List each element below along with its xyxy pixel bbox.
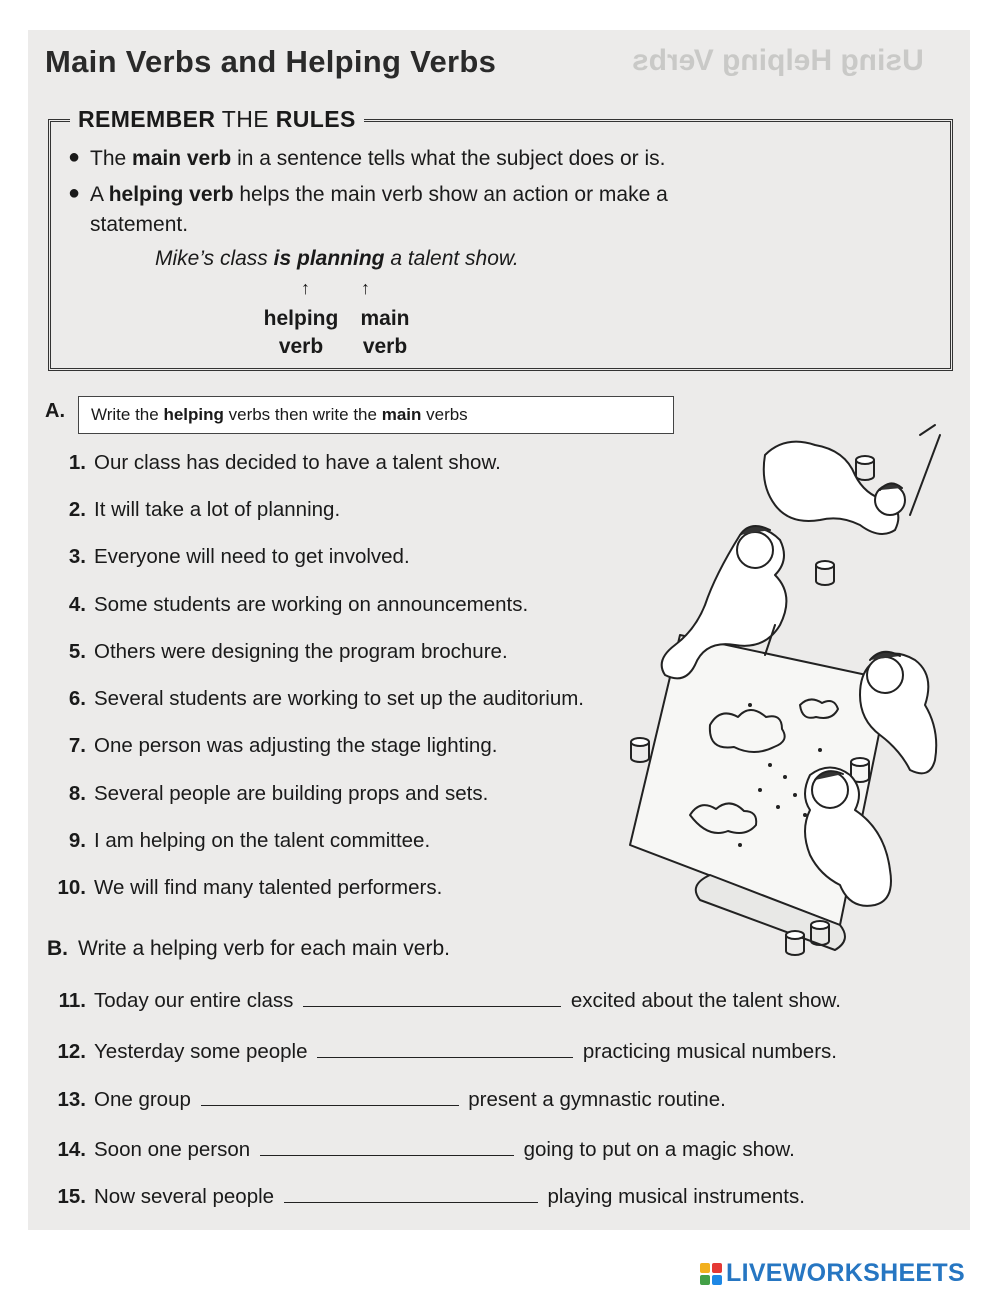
sentence-item-1: 1. Our class has decided to have a talent show. (68, 451, 501, 474)
bleed-through-heading: Using Helping Verbs (632, 44, 924, 77)
sentence-item-5: 5. Others were designing the program brochure. (68, 640, 508, 663)
label-helping-verb: helping verb (263, 307, 339, 358)
sentence-item-9: 9. I am helping on the talent committee. (68, 829, 431, 852)
fill-in-item-15: 15. Now several people playing musical instruments. (57, 1185, 805, 1208)
rule-helping-verb: A helping verb helps the main verb show an action or make a statement. (90, 183, 668, 236)
example-sentence: Mike’s class is planning a talent show. (155, 247, 519, 270)
arrow-up-icon: ↑ (301, 278, 310, 298)
page-title: Main Verbs and Helping Verbs (45, 44, 497, 79)
rule-main-verb: The main verb in a sentence tells what the subject does or is. (90, 147, 666, 170)
kids-painting-banner-illustration (590, 405, 950, 965)
kid-top (764, 442, 899, 534)
logo-icon (700, 1263, 722, 1285)
bullet-icon: ● (68, 182, 81, 204)
fill-in-item-11: 11. Today our entire class excited about the talent show. (58, 989, 841, 1012)
remember-rules-heading: REMEMBER THE RULES (70, 106, 364, 133)
section-a-instruction-box[interactable]: Write the helping verbs then write the main verbs (78, 396, 674, 434)
fill-in-item-13: 13. One group present a gymnastic routine. (57, 1088, 726, 1111)
section-a-letter: A. (45, 400, 65, 422)
sentence-item-3: 3. Everyone will need to get involved. (68, 545, 410, 568)
fill-in-item-14: 14. Soon one person going to put on a magic show. (57, 1138, 795, 1161)
sentence-item-10: 10. We will find many talented performers. (57, 876, 443, 899)
sentence-item-2: 2. It will take a lot of planning. (68, 498, 341, 521)
bullet-icon: ● (68, 146, 81, 168)
answer-blank-13[interactable] (201, 1087, 459, 1106)
label-main-verb: main verb (360, 307, 410, 358)
liveworksheets-logo[interactable] (700, 1259, 965, 1288)
fill-in-item-12: 12. Yesterday some people practicing musical numbers. (57, 1040, 837, 1063)
brand-name: LIVEWORKSHEETS (726, 1259, 965, 1287)
answer-blank-14[interactable] (260, 1137, 514, 1156)
sentence-item-7: 7. One person was adjusting the stage lighting. (68, 734, 498, 757)
sentence-item-6: 6. Several students are working to set up the auditorium. (68, 687, 584, 710)
sentence-item-4: 4. Some students are working on announcements. (68, 593, 529, 616)
answer-blank-12[interactable] (317, 1039, 573, 1058)
section-b-instruction: B. Write a helping verb for each main verb. (47, 937, 450, 960)
arrow-up-icon: ↑ (361, 278, 370, 298)
answer-blank-11[interactable] (303, 988, 561, 1007)
answer-blank-15[interactable] (284, 1184, 538, 1203)
sentence-item-8: 8. Several people are building props and sets. (68, 782, 489, 805)
